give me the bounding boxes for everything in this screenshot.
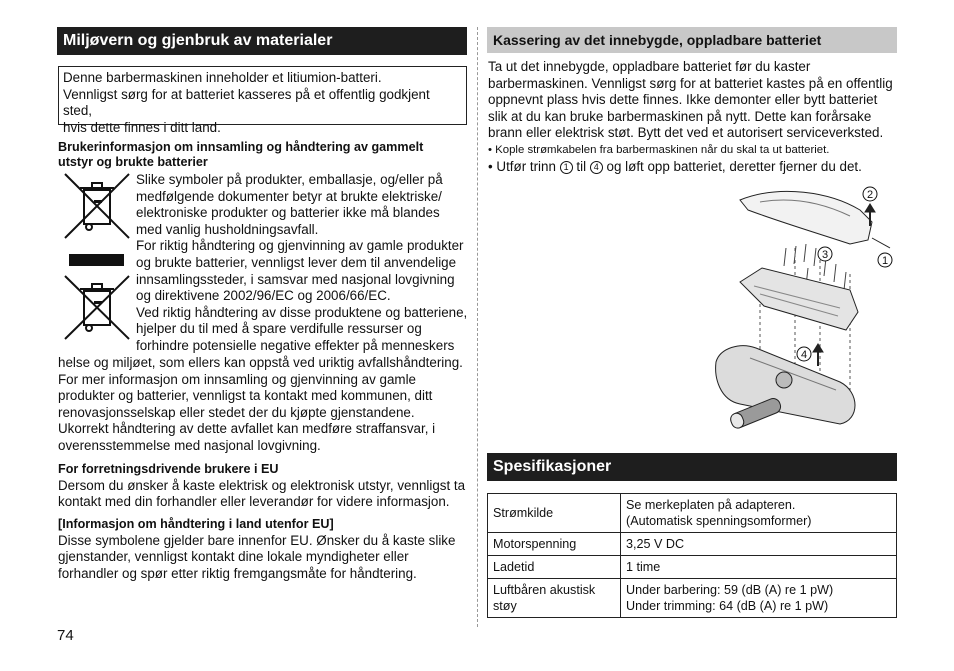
spec-value: 1 time xyxy=(621,556,897,579)
text-line: Disse symbolene gjelder bare innenfor EU. Ønsker du å kaste slike xyxy=(58,532,456,548)
table-row xyxy=(488,494,897,533)
text-line: helse og miljøet, som ellers kan oppstå ved uriktig avfallshåndtering. xyxy=(58,355,463,370)
table-row xyxy=(488,579,897,618)
bullet-text: til xyxy=(576,158,587,174)
outside-eu-section xyxy=(58,516,470,582)
spec-value-line: Se merkeplaten på adapteren. xyxy=(626,498,796,512)
battery-disposal-text xyxy=(488,59,900,176)
battery-removal-illustration xyxy=(700,182,900,440)
step-number-badge: 4 xyxy=(590,161,603,174)
battery-notice-box xyxy=(58,66,467,135)
spec-value xyxy=(621,494,897,533)
text-line: Ved riktig håndtering av disse produktene og batteriene, xyxy=(136,304,468,320)
text-line: For riktig håndtering og gjenvinning av gamle produkter xyxy=(136,238,464,254)
notice-line: Denne barbermaskinen inneholder et litiumion-batteri. xyxy=(63,70,382,85)
table-row xyxy=(488,556,897,579)
text-line: Slike symboler på produkter, emballasje, og/eller på xyxy=(136,172,443,187)
text-line: overensstemmelse med nasjonal lovgivning. xyxy=(58,437,321,453)
text-line: Dersom du ønsker å kaste elektrisk og elektronisk utstyr, vennligst ta xyxy=(58,477,466,493)
spec-value xyxy=(621,579,897,618)
spec-label-line: Luftbåren akustisk xyxy=(493,583,596,597)
text-line: kontakt med din forhandler eller leverandør for videre informasjon. xyxy=(58,494,450,510)
text-line: hjelper du til med å spare verdifulle ressurser og xyxy=(136,321,422,337)
figure-step-label: 3 xyxy=(821,249,829,261)
notice-line: hvis dette finnes i ditt land. xyxy=(63,119,221,135)
text-line: renovasjonsselskap eller stedet der du kjøpte gjenstandene. xyxy=(58,404,415,420)
bullet-text: og løft opp batteriet, deretter fjerner du det. xyxy=(606,158,862,174)
weee-paragraph xyxy=(136,172,471,355)
text-line: brann eller elektrisk støt. Bytt det ved et autorisert serviceverksted. xyxy=(488,125,884,141)
figure-step-label: 2 xyxy=(866,189,874,201)
bullet-steps xyxy=(488,159,900,176)
text-line: produkter og batterier, vennligst ta kontakt med kommunen, ditt xyxy=(58,388,433,404)
spec-label-line: støy xyxy=(493,599,517,613)
table-row xyxy=(488,533,897,556)
text-line: barbermaskinen. Vennligst sørg for at batteriet kastes på en offentlig xyxy=(488,75,893,91)
outside-eu-title: [Informasjon om håndtering i land utenfor EU] xyxy=(58,517,334,531)
text-line: og brukte batterier, vennligst lever dem til anvendelige xyxy=(136,254,457,270)
spec-label: Ladetid xyxy=(488,556,621,579)
weee-paragraph-continued xyxy=(58,355,470,455)
black-bar-mark xyxy=(69,254,124,266)
page-number: 74 xyxy=(57,627,74,644)
text-line: forhindre potensielle negative effekter på menneskers xyxy=(136,337,455,353)
user-info-title-line: utstyr og brukte batterier xyxy=(58,155,208,169)
bullet-unplug: • Kople strømkabelen fra barbermaskinen når du skal ta ut batteriet. xyxy=(488,143,830,156)
spec-label: Motorspenning xyxy=(488,533,621,556)
bullet-text: • Utfør trinn xyxy=(488,158,556,174)
user-info-title-line: Brukerinformasjon om innsamling og håndtering av gammelt xyxy=(58,140,424,154)
text-line: slik at du kan bruke barbermaskinen på nytt. Dette kan forårsake xyxy=(488,108,872,124)
spec-label xyxy=(488,579,621,618)
section-heading-specifications: Spesifikasjoner xyxy=(487,453,897,481)
text-line: gjenstander, vennligst kontakt dine lokale myndigheter eller xyxy=(58,549,409,565)
section-heading-environment: Miljøvern og gjenbruk av materialer xyxy=(57,27,467,55)
spec-value: 3,25 V DC xyxy=(621,533,897,556)
text-line: innsamlingssteder, i samsvar med nasjonal lovgivning xyxy=(136,271,455,287)
crossed-bin-icon xyxy=(62,275,132,341)
spec-value-line: Under barbering: 59 (dB (A) re 1 pW) xyxy=(626,583,834,597)
text-line: forhandler og spør etter riktig fremgangsmåte for håndtering. xyxy=(58,565,417,581)
spec-value-line: Under trimming: 64 (dB (A) re 1 pW) xyxy=(626,599,829,613)
text-line: oppnevnt plass hvis dette finnes. Ikke demonter eller bytt batteriet xyxy=(488,92,878,108)
text-line: Ukorrekt håndtering av dette avfallet kan medføre straffansvar, i xyxy=(58,421,436,437)
battery-disposal-heading: Kassering av det innebygde, oppladbare batteriet xyxy=(487,27,897,53)
column-divider xyxy=(477,27,478,627)
specifications-table xyxy=(487,493,897,618)
text-line: For mer informasjon om innsamling og gjenvinning av gamle xyxy=(58,371,416,387)
business-title: For forretningsdrivende brukere i EU xyxy=(58,462,279,476)
notice-line: Vennligst sørg for at batteriet kasseres på et offentlig godkjent sted, xyxy=(63,86,430,119)
business-users-section xyxy=(58,461,470,511)
crossed-bin-icon xyxy=(62,172,132,240)
figure-step-label: 4 xyxy=(800,349,808,361)
text-line: og direktivene 2002/96/EC og 2006/66/EC. xyxy=(136,288,391,304)
figure-step-label: 1 xyxy=(881,255,889,267)
spec-label: Strømkilde xyxy=(488,494,621,533)
text-line: med vanlig husholdningsavfall. xyxy=(136,221,319,237)
text-line: Ta ut det innebygde, oppladbare batteriet før du kaster xyxy=(488,59,811,74)
text-line: elektroniske produkter og batterier ikke må blandes xyxy=(136,205,440,221)
user-info-title xyxy=(58,140,468,170)
step-number-badge: 1 xyxy=(560,161,573,174)
text-line: medfølgende dokumenter betyr at brukte elektriske/ xyxy=(136,188,442,204)
spec-value-line: (Automatisk spenningsomformer) xyxy=(626,514,812,528)
